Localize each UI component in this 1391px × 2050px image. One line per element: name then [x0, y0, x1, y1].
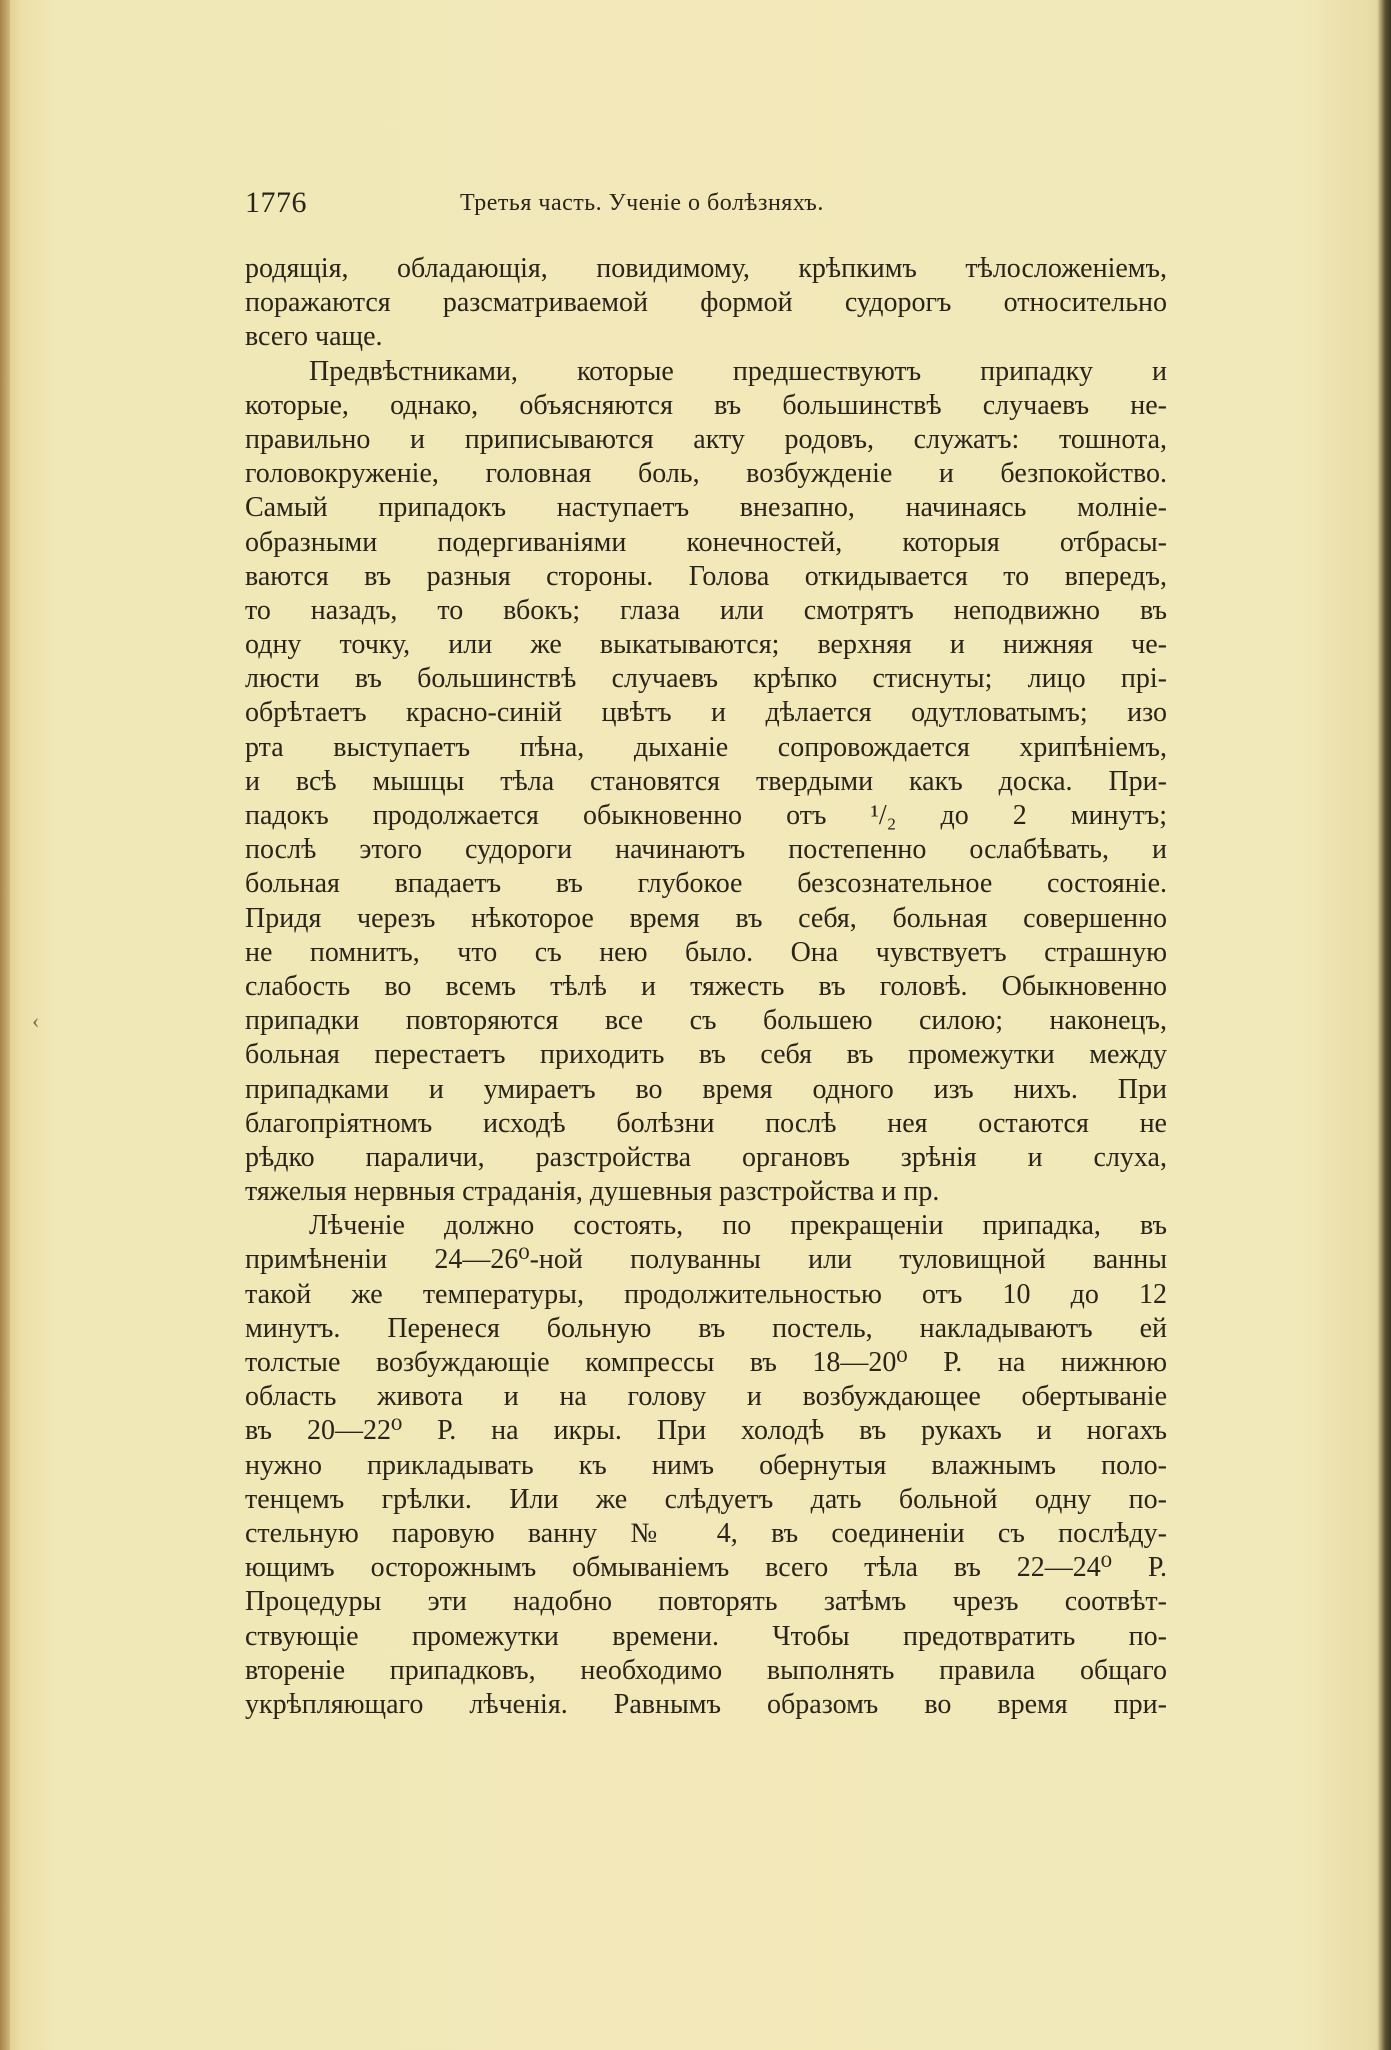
text-line: которые, однако, объясняются въ большинствѣ случаевъ не- [245, 389, 1167, 421]
text-line: родящія, обладающія, повидимому, крѣпкимъ тѣлосложеніемъ, [245, 253, 1167, 284]
text-line: поражаются разсматриваемой формой судорогъ относительно [245, 287, 1167, 319]
text-line: ствующіе промежутки времени. Чтобы предотвратить по- [245, 1620, 1167, 1652]
text-line: благопріятномъ исходѣ болѣзни послѣ нея остаются не [245, 1107, 1167, 1139]
text-line: толстые возбуждающіе компрессы въ 18—20⁰ Р. на нижнюю [245, 1347, 1167, 1378]
text-line: Предвѣстниками, которые предшествуютъ припадку и [309, 355, 1167, 387]
text-line: слабость во всемъ тѣлѣ и тяжесть въ головѣ. Обыкновенно [245, 970, 1167, 1002]
text-line: правильно и приписываются акту родовъ, служатъ: тошнота, [245, 423, 1167, 455]
text-line: втореніе припадковъ, необходимо выполнять правила общаго [245, 1654, 1167, 1686]
text-line: больная впадаетъ въ глубокое безсознательное состояніе. [245, 868, 1167, 900]
page-header [245, 186, 1145, 226]
text-line: стельную паровую ванну № 4, въ соединеніи съ послѣду- [245, 1517, 1167, 1549]
text-line: Лѣченіе должно состоять, по прекращеніи припадка, въ [309, 1210, 1167, 1242]
page-edge [1377, 0, 1391, 2050]
text-line: образными подергиваніями конечностей, которыя отбрасы- [245, 526, 1167, 558]
text-line: область живота и на голову и возбуждающее обертываніе [245, 1381, 1167, 1413]
text-line: не помнитъ, что съ нею было. Она чувствуетъ страшную [245, 936, 1167, 968]
text-line: ваются въ разныя стороны. Голова откидывается то впередъ, [245, 560, 1167, 592]
text-line: люсти въ большинствѣ случаевъ крѣпко стиснуты; лицо прі- [245, 663, 1167, 695]
page-number: 1776 [245, 186, 307, 219]
text-line: падокъ продолжается обыкновенно отъ ¹/₂ до 2 минутъ; [245, 800, 1167, 831]
text-line: одну точку, или же выкатываются; верхняя и нижняя че- [245, 629, 1167, 661]
text-line: нужно прикладывать къ нимъ обернутыя влажнымъ поло- [245, 1449, 1167, 1481]
text-line: всего чаще. [245, 321, 383, 353]
text-line: послѣ этого судороги начинаютъ постепенно ослабѣвать, и [245, 834, 1167, 866]
text-line: рта выступаетъ пѣна, дыханіе сопровождается хрипѣніемъ, [245, 731, 1167, 763]
text-line: Придя черезъ нѣкоторое время въ себя, больная совершенно [245, 902, 1167, 934]
text-line: припадки повторяются все съ большею силою; наконецъ, [245, 1005, 1167, 1037]
text-line: припадками и умираетъ во время одного изъ нихъ. При [245, 1073, 1167, 1105]
running-head: Третья часть. Ученіе о болѣзняхъ. [460, 190, 824, 216]
text-line: и всѣ мышцы тѣла становятся твердыми какъ доска. При- [245, 765, 1167, 797]
text-line: минутъ. Перенеся больную въ постель, накладываютъ ей [245, 1312, 1167, 1344]
text-line: Процедуры эти надобно повторять затѣмъ чрезъ соотвѣт- [245, 1586, 1167, 1618]
text-line: укрѣпляющаго лѣченія. Равнымъ образомъ во время при- [245, 1688, 1167, 1720]
text-line: такой же температуры, продолжительностью отъ 10 до 12 [245, 1278, 1167, 1310]
text-line: тяжелыя нервныя страданія, душевныя разстройства и пр. [245, 1176, 940, 1208]
body-text [245, 252, 1167, 1722]
text-line: Самый припадокъ наступаетъ внезапно, начинаясь молніе- [245, 492, 1167, 524]
book-spine-shadow [0, 0, 10, 2050]
text-line: ющимъ осторожнымъ обмываніемъ всего тѣла въ 22—24⁰ Р. [245, 1552, 1167, 1584]
text-line: обрѣтаетъ красно-синій цвѣтъ и дѣлается одутловатымъ; изо [245, 697, 1167, 729]
text-line: то назадъ, то вбокъ; глаза или смотрятъ неподвижно въ [245, 594, 1167, 626]
text-line: примѣненіи 24—26⁰-ной полуванны или туловищной ванны [245, 1244, 1167, 1276]
text-line: головокруженіе, головная боль, возбужденіе и безпокойство. [245, 458, 1167, 490]
margin-mark: ‹ [32, 1008, 40, 1033]
text-line: больная перестаетъ приходить въ себя въ промежутки между [245, 1039, 1167, 1071]
text-line: въ 20—22⁰ Р. на икры. При холодѣ въ рукахъ и ногахъ [245, 1415, 1167, 1447]
text-line: тенцемъ грѣлки. Или же слѣдуетъ дать больной одну по- [245, 1483, 1167, 1515]
text-line: рѣдко параличи, разстройства органовъ зрѣнія и слуха, [245, 1141, 1167, 1173]
